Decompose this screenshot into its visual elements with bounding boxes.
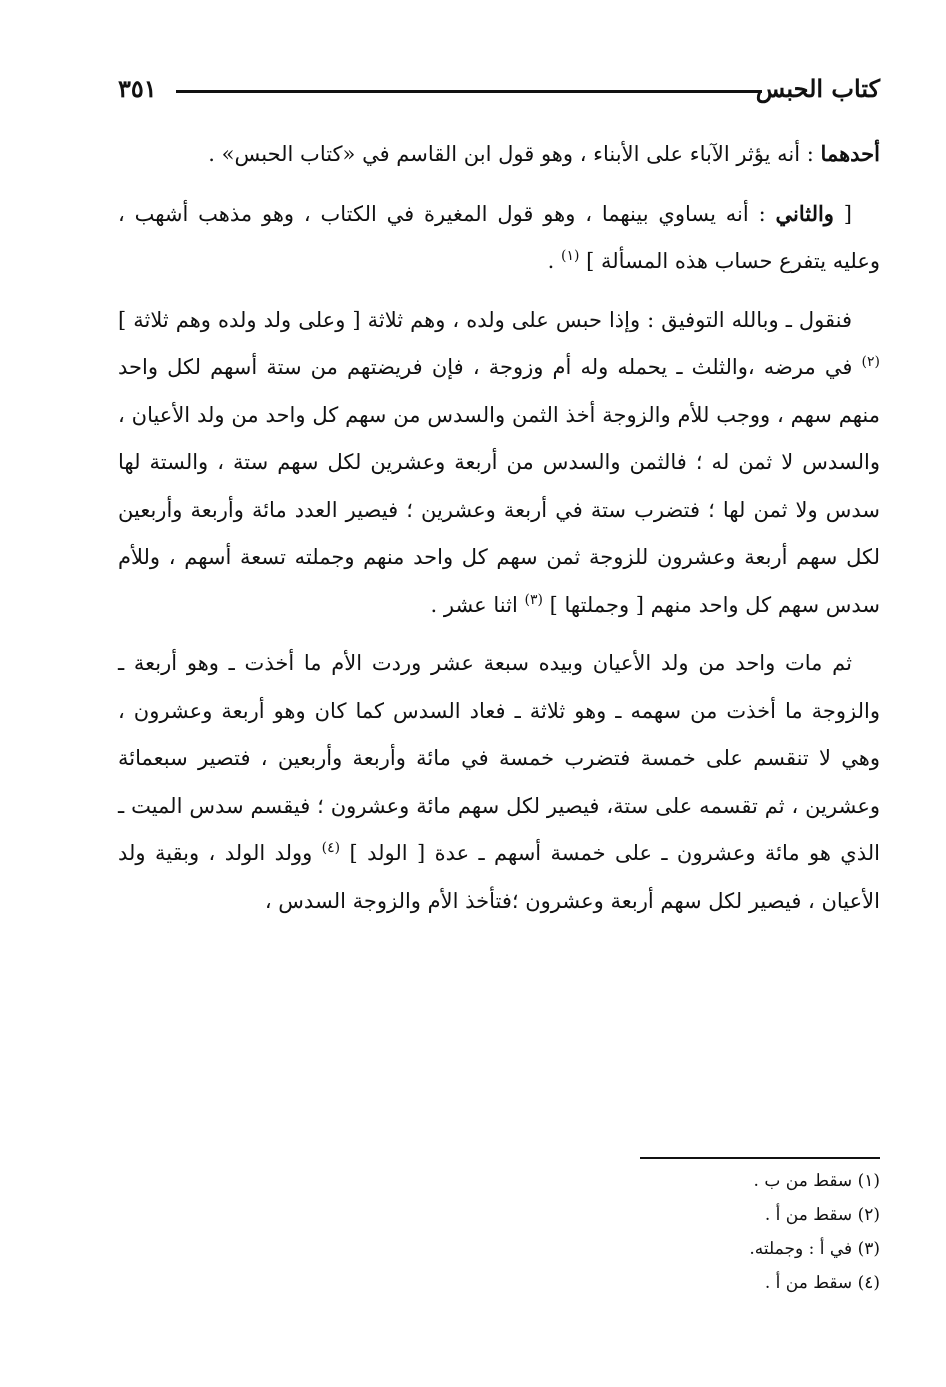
paragraph-2-end: . [547, 249, 561, 273]
footnote-2: (٢) سقط من أ . [764, 1205, 880, 1225]
paragraph-1-text: : أنه يؤثر الآباء على الأبناء ، وهو قول ابن القاسم في «كتاب الحبس» . [208, 142, 814, 166]
paragraph-3-text-b: في مرضه ،والثلث ـ يحمله وله أم وزوجة ، فإن فريضتهم من ستة أسهم لكل واحد منهم سهم ، ووجب للأم والزوجة أخذ الثمن والسدس من سهم كل واحد من ولد الأعيان ، والسدس لا ثمن له ؛ فالثمن والسدس من أربعة وعشرين لكل سهم ستة ، والستة لها سدس ولا ثمن لها ؛ فتضرب ستة في أربعة وعشرين ؛ فيصير العدد مائة وأربعة وأربعين لكل سهم أربعة وعشرون للزوجة ثمن سهم كل واحد منهم وجملته تسعة أسهم ، وللأم سدس سهم كل واحد منهم [ وجملتها ] [118, 355, 880, 617]
paragraph-3 [118, 297, 880, 630]
main-text [118, 130, 880, 936]
paragraph-2-lead: والثاني [775, 200, 834, 226]
footnote-1: (١) سقط من ب . [753, 1171, 880, 1191]
paragraph-2-open: [ [833, 201, 852, 226]
footnote-ref-2: (٢) [861, 354, 880, 370]
header-rule [176, 90, 762, 93]
paragraph-4-text-a: ثم مات واحد من ولد الأعيان وبيده سبعة عشر وردت الأم ما أخذت ـ وهو أربعة ـ والزوجة ما أخذت من سهمه ـ وهو ثلاثة ـ فعاد السدس كما كان وهو أربعة وعشرون ، وهي لا تنقسم على خمسة فتضرب خمسة في مائة وأربعة وأربعين ، فتصير سبعمائة وعشرين ، ثم تقسمه على ستة، فيصير لكل سهم مائة وعشرون ؛ فيقسم سدس الميت ـ الذي هو مائة وعشرون ـ على خمسة أسهم ـ عدة [ الولد ] [118, 651, 880, 865]
paragraph-2-text: : أنه يساوي بينهما ، وهو قول المغيرة في الكتاب ، وهو مذهب أشهب ، وعليه يتفرع حساب هذه المسألة ] [118, 201, 880, 273]
paragraph-3-text-a: فنقول ـ وبالله التوفيق : وإذا حبس على ولده ، وهم ثلاثة [ وعلى ولد ولده وهم ثلاثة ] [118, 307, 852, 332]
paragraph-4 [118, 640, 880, 925]
page-header [118, 70, 880, 110]
page-number: ٣٥١ [118, 74, 157, 103]
footnote-4: (٤) سقط من أ . [764, 1273, 880, 1293]
footnote-ref-1: (١) [560, 248, 580, 264]
paragraph-1-lead: أحدهما [820, 141, 880, 166]
footnote-rule [640, 1157, 880, 1159]
paragraph-3-text-c: اثنا عشر . [430, 592, 525, 617]
paragraph-1 [118, 130, 880, 179]
footnote-ref-3: (٣) [524, 591, 543, 608]
running-title: كتاب الحبس [755, 74, 880, 103]
footnotes [480, 1164, 880, 1300]
footnote-ref-4: (٤) [321, 840, 341, 856]
paragraph-2 [118, 190, 880, 286]
footnote-3: (٣) في أ : وجملته. [749, 1239, 880, 1259]
paragraph-4-text-b: وولد الولد ، وبقية ولد الأعيان ، فيصير لكل سهم أربعة وعشرون ؛فتأخذ الأم والزوجة السدس ، [118, 841, 880, 913]
